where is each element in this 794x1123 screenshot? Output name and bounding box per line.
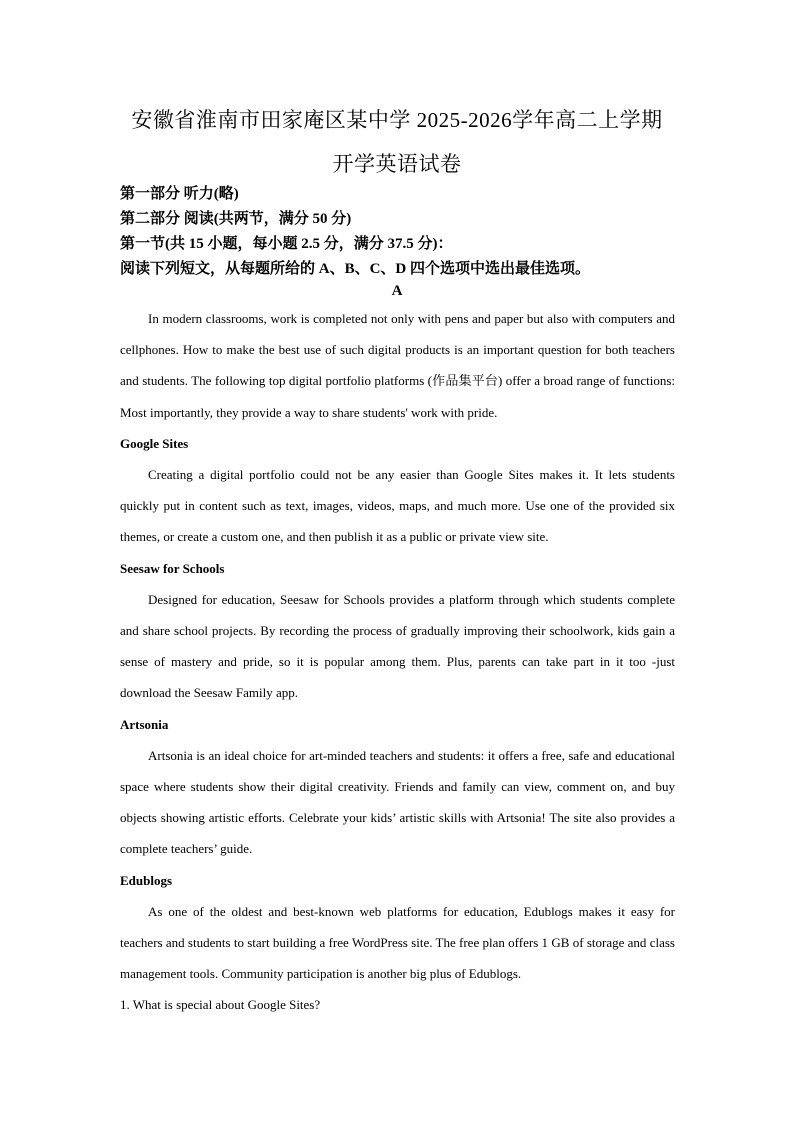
section-heading-edublogs: Edublogs xyxy=(120,872,173,888)
question-1: 1. What is special about Google Sites? xyxy=(120,997,321,1013)
section-text-google-sites: Creating a digital portfolio could not be any easier than Google Sites makes it. It lets students quickly put in content such as text, images, videos, maps, and much more. Use one of the provided six themes, or create a custom one, and then publish it as a public or private view site. xyxy=(120,467,675,545)
exam-title-line1: 安徽省淮南市田家庵区某中学 2025-2026学年高二上学期 xyxy=(131,108,663,132)
passage-label: A xyxy=(391,283,403,299)
section1-heading: 第一节(共 15 小题，每小题 2.5 分，满分 37.5 分)： xyxy=(120,236,453,252)
section-text-edublogs: As one of the oldest and best-known web platforms for education, Edublogs makes it easy for teachers and students to start building a free WordPress site. The free plan offers 1 GB of storage and class management tools. Community participation is another big plus of Edublogs. xyxy=(120,903,675,982)
passage-body xyxy=(120,303,675,1021)
section-heading-google-sites: Google Sites xyxy=(120,435,189,451)
directions-text: 阅读下列短文，从每题所给的 A、B、C、D 四个选项中选出最佳选项。 xyxy=(120,261,591,277)
part1-heading: 第一部分 听力(略) xyxy=(120,186,239,202)
passage-intro: In modern classrooms, work is completed not only with pens and paper but also with computers and cellphones. How to make the best use of such digital products is an important question for both teachers and students. The following top digital portfolio platforms (作品集平台) offer a broad range of functions: Most importantly, they provide a way to share students' work with pride. xyxy=(120,311,675,420)
section-text-seesaw: Designed for education, Seesaw for Schools provides a platform through which students complete and share school projects. By recording the process of gradually improving their schoolwork, kids gain a sense of mastery and pride, so it is popular among them. Plus, parents can take part in it too -just download the Seesaw Family app. xyxy=(120,591,675,701)
section-text-artsonia: Artsonia is an ideal choice for art-minded teachers and students: it offers a free, safe and educational space where students show their digital creativity. Friends and family can view, comment on, and buy objects showing artistic efforts. Celebrate your kids’ artistic skills with Artsonia! The site also provides a complete teachers’ guide. xyxy=(120,747,675,857)
exam-title-line2: 开学英语试卷 xyxy=(332,152,462,176)
part2-heading: 第二部分 阅读(共两节，满分 50 分) xyxy=(120,211,352,227)
section-heading-artsonia: Artsonia xyxy=(120,716,169,732)
section-heading-seesaw: Seesaw for Schools xyxy=(120,560,225,576)
